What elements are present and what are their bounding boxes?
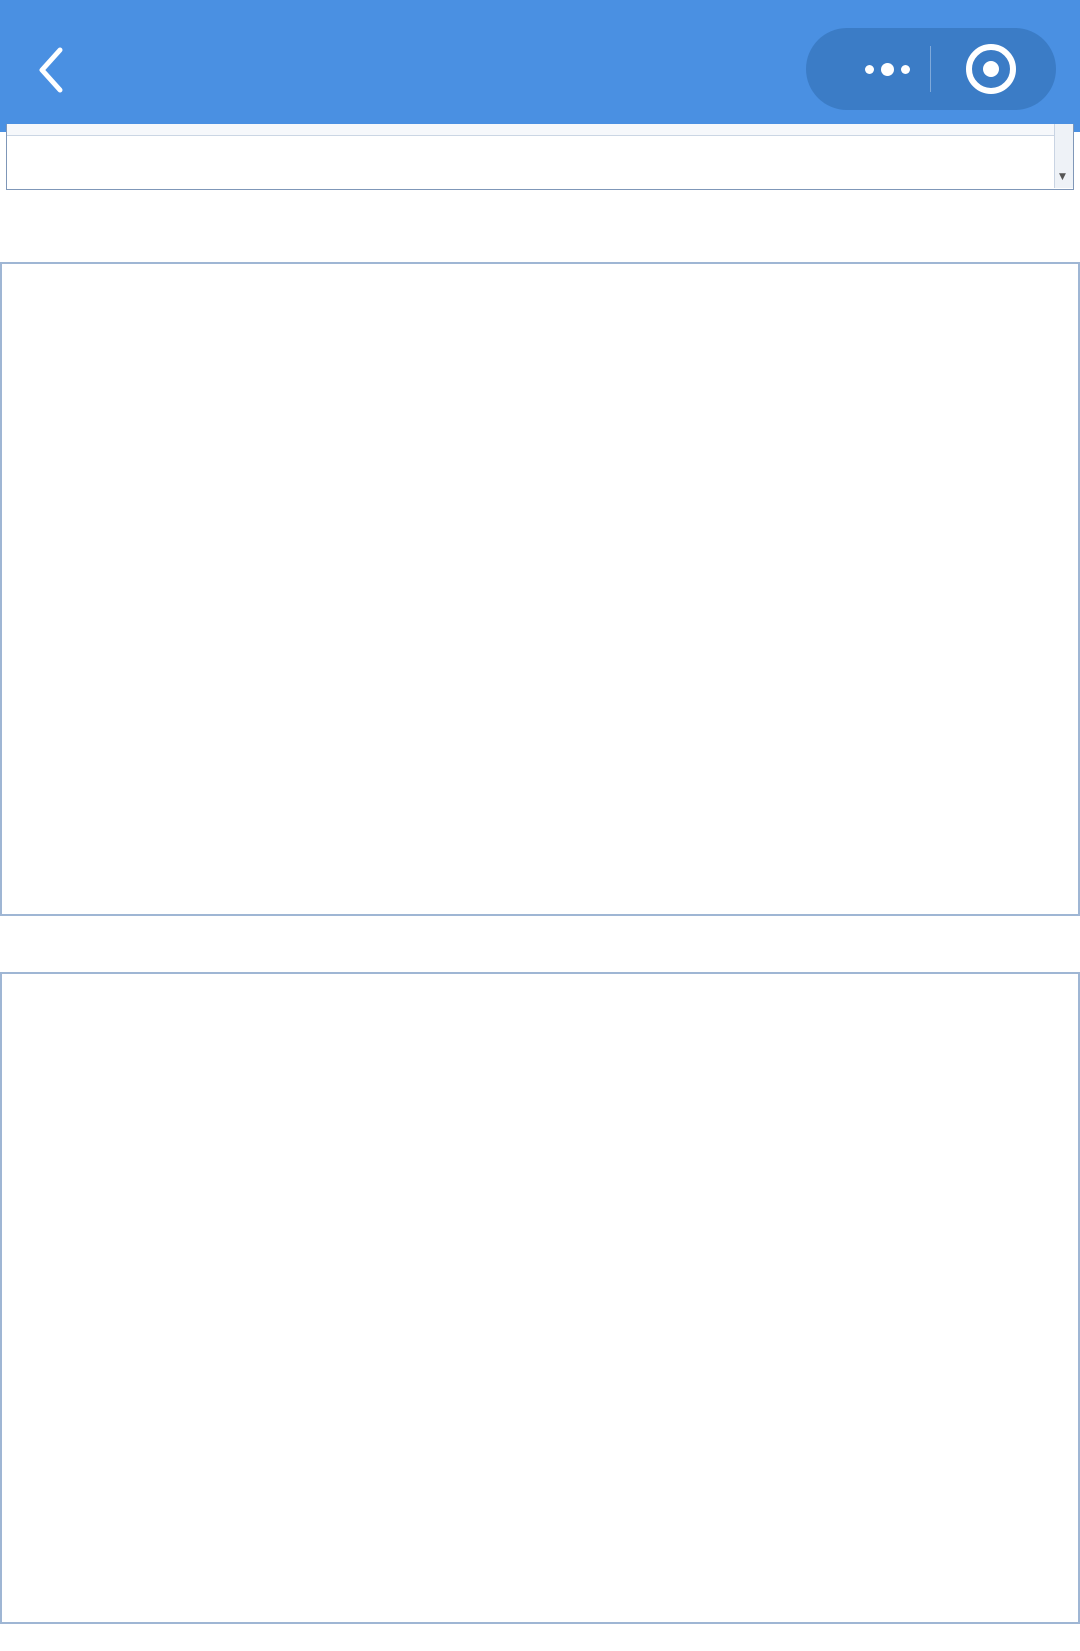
capsule-divider <box>930 46 931 92</box>
capsule-menu <box>806 28 1056 110</box>
table-row <box>7 124 1055 136</box>
parts-grid-partial <box>6 124 1074 190</box>
more-icon[interactable] <box>842 54 932 84</box>
dispatch-detail-window-1 <box>0 262 1080 916</box>
dispatch-detail-window-2 <box>0 972 1080 1624</box>
nav-bar <box>0 0 1080 132</box>
scrollbar[interactable]: ▼ <box>1054 124 1073 188</box>
close-miniprogram-icon[interactable] <box>966 44 1016 94</box>
back-arrow-icon[interactable] <box>32 44 72 96</box>
